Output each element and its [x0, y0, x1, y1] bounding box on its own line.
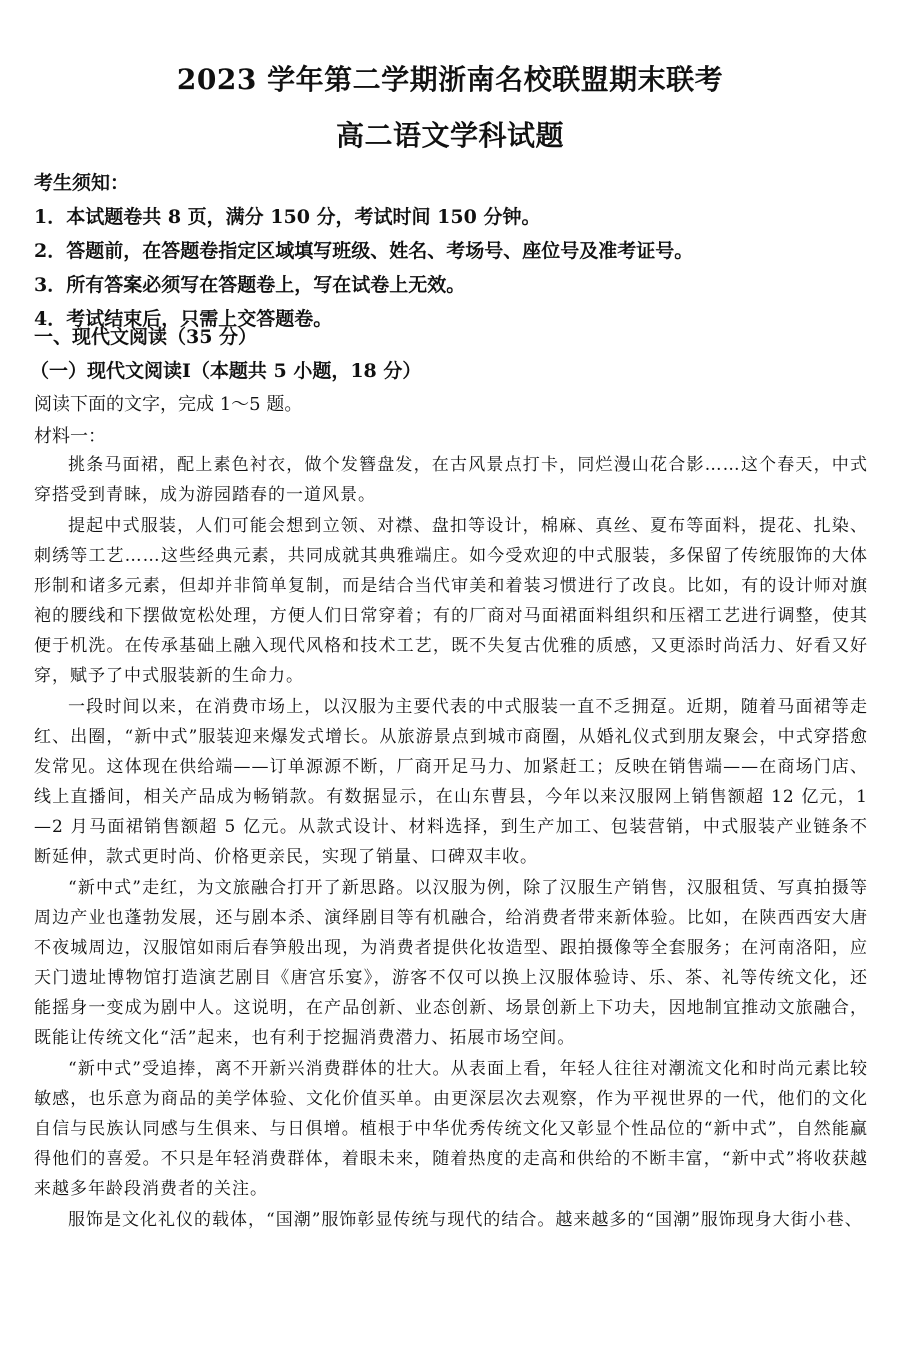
notice-item: 2．答题前，在答题卷指定区域填写班级、姓名、考场号、座位号及准考证号。 [34, 240, 694, 262]
material-text [34, 450, 868, 1236]
paragraph: 服饰是文化礼仪的载体，“国潮”服饰彰显传统与现代的结合。越来越多的“国潮”服饰现身大街小巷、 [68, 1210, 863, 1230]
notice-heading: 考生须知： [34, 172, 130, 194]
paragraph: “新中式”受追捧，离不开新兴消费群体的壮大。从表面上看，年轻人往往对潮流文化和时尚元素比较敏感，也乐意为商品的美学体验、文化价值买单。由更深层次去观察，作为平视世界的一代，他们的文化自信与民族认同感与生俱来、与日俱增。植根于中华优秀传统文化又彰显个性品位的“新中式”，自然能赢得他们的喜爱。不只是年轻消费群体，着眼未来，随着热度的走高和供给的不断丰富，“新中式”将收获越来越多年龄段消费者的关注。 [34, 1059, 868, 1199]
paragraph: 挑条马面裙，配上素色衬衣，做个发簪盘发，在古风景点打卡，同烂漫山花合影……这个春天，中式穿搭受到青睐，成为游园踏春的一道风景。 [34, 455, 868, 505]
exam-title: 2023 学年第二学期浙南名校联盟期末联考 [176, 63, 724, 96]
reading-instruction: 阅读下面的文字，完成 1～5 题。 [34, 394, 303, 415]
notice-block [34, 166, 874, 336]
notice-item: 1．本试题卷共 8 页，满分 150 分，考试时间 150 分钟。 [34, 206, 541, 228]
section-subtitle: （一）现代文阅读Ⅰ（本题共 5 小题，18 分） [30, 360, 422, 382]
part-title: 一、现代文阅读（35 分） [34, 326, 258, 348]
paragraph: 一段时间以来，在消费市场上，以汉服为主要代表的中式服装一直不乏拥趸。近期，随着马面裙等走红、出圈，“新中式”服装迎来爆发式增长。从旅游景点到城市商圈，从婚礼仪式到朋友聚会，中式穿搭愈发常见。这体现在供给端——订单源源不断，厂商开足马力、加紧赶工；反映在销售端——在商场门店、线上直播间，相关产品成为畅销款。有数据显示，在山东曹县，今年以来汉服网上销售额超 12 亿元，1—2 月马面裙销售额超 5 亿元。从款式设计、材料选择，到生产加工、包装营销，中式服装产业链条不断延伸，款式更时尚、价格更亲民，实现了销量、口碑双丰收。 [34, 697, 868, 867]
paragraph: 提起中式服装，人们可能会想到立领、对襟、盘扣等设计，棉麻、真丝、夏布等面料，提花、扎染、刺绣等工艺……这些经典元素，共同成就其典雅端庄。如今受欢迎的中式服装，多保留了传统服饰的大体形制和诸多元素，但却并非简单复制，而是结合当代审美和着装习惯进行了改良。比如，有的设计师对旗袍的腰线和下摆做宽松处理，方便人们日常穿着；有的厂商对马面裙面料组织和压褶工艺进行调整，使其便于机洗。在传承基础上融入现代风格和技术工艺，既不失复古优雅的质感，又更添时尚活力、好看又好穿，赋予了中式服装新的生命力。 [34, 516, 868, 686]
exam-subtitle: 高二语文学科试题 [335, 119, 564, 152]
material-label: 材料一： [34, 426, 106, 447]
paragraph: “新中式”走红，为文旅融合打开了新思路。以汉服为例，除了汉服生产销售，汉服租赁、写真拍摄等周边产业也蓬勃发展，还与剧本杀、演绎剧目等有机融合，给消费者带来新体验。比如，在陕西西安大唐不夜城周边，汉服馆如雨后春笋般出现，为消费者提供化妆造型、跟拍摄像等全套服务；在河南洛阳，应天门遗址博物馆打造演艺剧目《唐宫乐宴》，游客不仅可以换上汉服体验诗、乐、茶、礼等传统文化，还能摇身一变成为剧中人。这说明，在产品创新、业态创新、场景创新上下功夫，因地制宜推动文旅融合，既能让传统文化“活”起来，也有利于挖掘消费潜力、拓展市场空间。 [34, 878, 868, 1048]
notice-item: 3．所有答案必须写在答题卷上，写在试卷上无效。 [34, 274, 466, 296]
notice-item: 4．考试结束后，只需上交答题卷。 [34, 308, 333, 330]
